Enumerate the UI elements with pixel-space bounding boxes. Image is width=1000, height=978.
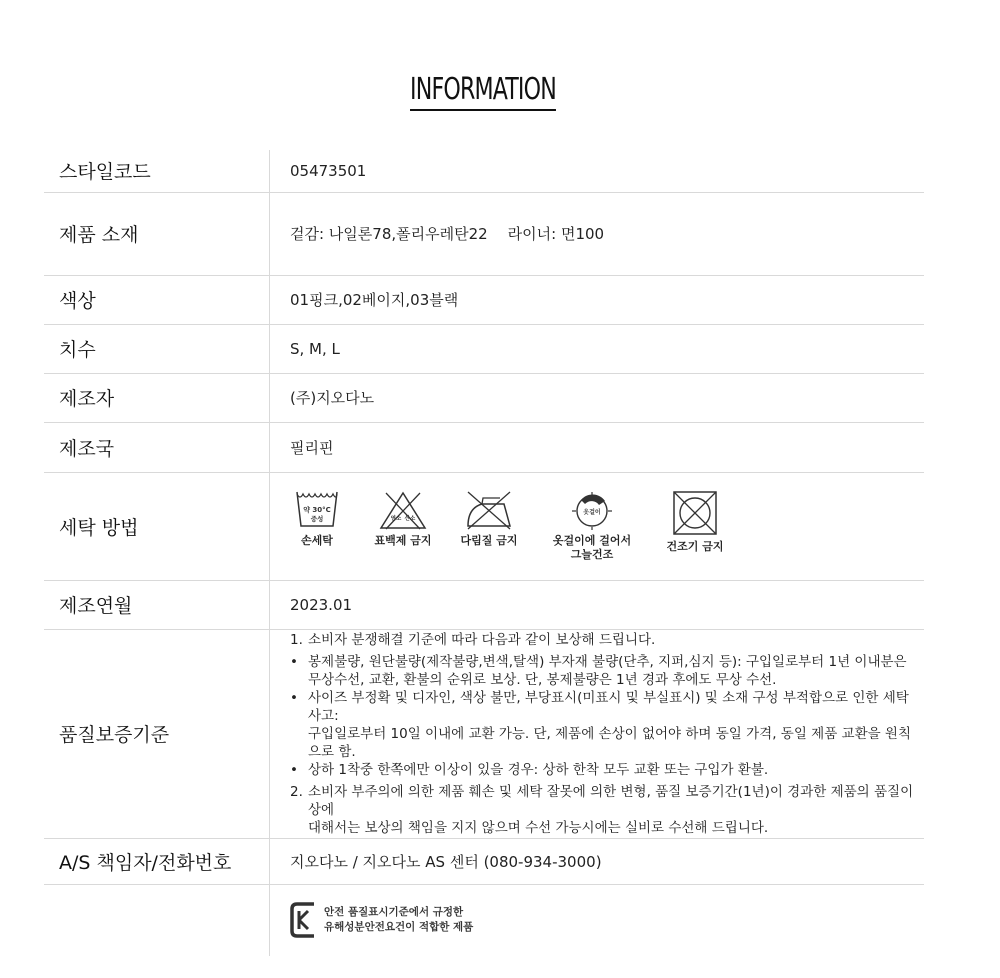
color-value: 01핑크,02베이지,03블랙	[270, 275, 925, 324]
shell-material: 겉감: 나일론78,폴리우레탄22	[290, 225, 488, 243]
svg-text:옷걸이: 옷걸이	[583, 509, 601, 516]
page-title: INFORMATION	[0, 72, 966, 111]
table-row	[44, 373, 924, 422]
lining-material: 라이너: 면100	[507, 225, 605, 243]
row-label: 세탁 방법	[44, 472, 270, 580]
kc-mark-cell	[270, 884, 925, 956]
wash-label: 표백제 금지	[374, 534, 432, 547]
hang-dry-shade-icon	[567, 490, 617, 530]
table-row	[44, 192, 924, 275]
no-tumble-dry-icon	[672, 490, 718, 536]
quality-value: 1. 소비자 분쟁해결 기준에 따라 다음과 같이 보상해 드립니다. • 봉제불량, 원단불량(제작불량,변색,탈색) 부자재 불량(단추, 지퍼,심지 등): 구입일로부터 1년 이내분은 무상수선, 교환, 환불의 순위로 보상. 단, 봉제불량은 1년 경과 후에도 무상 수선. • 사이즈 부정확 및 디자인, 색상 불만, 부당표시(미표시 및 부실표시) 및 소재 구성 부적합으로 인한 세탁 사고: 구입일로부터 10일 이내에 교환 가능. 단, 제품에 손상이 없어야 하며 동일 가격, 동일 제품 교환을 원칙으로 함. • 상하 1착중 한쪽에만 이상이 있을 경우: 상하 한착 모두 교환 또는 구입가 환불. 2. 소비자 부주의에 의한 제품 훼손 및 세탁 잘못에 의한 변형, 품질 보증기간(1년)이 경과한 제품의 품질이상에 대해서는 보상의 책임을 지지 않으며 수선 가능시에는 실비로 수선해 드립니다.	[270, 629, 925, 838]
date-value: 2023.01	[270, 580, 925, 629]
wash-item	[446, 490, 532, 548]
wash-label: 옷걸이에 걸어서 그늘건조	[552, 534, 632, 561]
quality-item: 소비자 부주의에 의한 제품 훼손 및 세탁 잘못에 의한 변형, 품질 보증기간(1년)이 경과한 제품의 품질이상에 대해서는 보상의 책임을 지지 않으며 수선 가능시에는 실비로 수선해 드립니다.	[308, 783, 914, 836]
table-row	[44, 884, 924, 956]
kc-text: 안전 품질표시기준에서 규정한 유해성분안전요건이 적합한 제품	[324, 906, 474, 934]
quality-bullet: 사이즈 부정확 및 디자인, 색상 불만, 부당표시(미표시 및 부실표시) 및 소재 구성 부적합으로 인한 세탁 사고: 구입일로부터 10일 이내에 교환 가능. 단, 제품에 손상이 없어야 하며 동일 가격, 동일 제품 교환을 원칙으로 함.	[308, 689, 912, 760]
wash-item	[274, 490, 360, 548]
quality-item: 소비자 분쟁해결 기준에 따라 다음과 같이 보상해 드립니다.	[308, 631, 656, 648]
svg-text:산소: 산소	[404, 516, 416, 522]
country-value: 필리핀	[270, 422, 925, 472]
no-bleach-icon	[378, 490, 428, 530]
maker-value: (주)지오다노	[270, 373, 925, 422]
row-label: 색상	[44, 275, 270, 324]
size-value: S, M, L	[270, 324, 925, 373]
row-label: 스타일코드	[44, 150, 270, 192]
table-row	[44, 422, 924, 472]
info-table	[44, 150, 924, 956]
row-label: 치수	[44, 324, 270, 373]
wash-item	[652, 490, 738, 554]
no-iron-icon	[464, 490, 514, 530]
row-label: 제조국	[44, 422, 270, 472]
row-label: 품질보증기준	[44, 629, 270, 838]
style-code-value: 05473501	[270, 150, 925, 192]
row-label: 제품 소재	[44, 192, 270, 275]
table-row	[44, 838, 924, 884]
row-label: 제조자	[44, 373, 270, 422]
wash-item	[360, 490, 446, 548]
washing-icons	[270, 472, 925, 580]
table-row	[44, 150, 924, 192]
quality-bullet: 상하 1착중 한쪽에만 이상이 있을 경우: 상하 한착 모두 교환 또는 구입가 환불.	[308, 761, 769, 778]
quality-bullet: 봉제불량, 원단불량(제작불량,변색,탈색) 부자재 불량(단추, 지퍼,심지 등): 구입일로부터 1년 이내분은 무상수선, 교환, 환불의 순위로 보상. 단, 봉제불량은 1년 경과 후에도 무상 수선.	[308, 653, 907, 688]
svg-text:중성: 중성	[310, 515, 324, 523]
table-row	[44, 472, 924, 580]
table-row	[44, 580, 924, 629]
kc-certification-icon	[290, 901, 316, 939]
wash-item	[532, 490, 652, 562]
as-value: 지오다노 / 지오다노 AS 센터 (080-934-3000)	[270, 838, 925, 884]
row-label: A/S 책임자/전화번호	[44, 838, 270, 884]
wash-label: 건조기 금지	[666, 540, 724, 553]
svg-text:약 30°C: 약 30°C	[303, 506, 331, 514]
hand-wash-icon	[294, 490, 340, 530]
wash-label: 다림질 금지	[460, 534, 518, 547]
table-row	[44, 629, 924, 838]
svg-text:염소: 염소	[390, 516, 402, 522]
material-value	[270, 192, 925, 275]
table-row	[44, 275, 924, 324]
table-row	[44, 324, 924, 373]
wash-label: 손세탁	[301, 534, 333, 547]
row-label: 제조연월	[44, 580, 270, 629]
